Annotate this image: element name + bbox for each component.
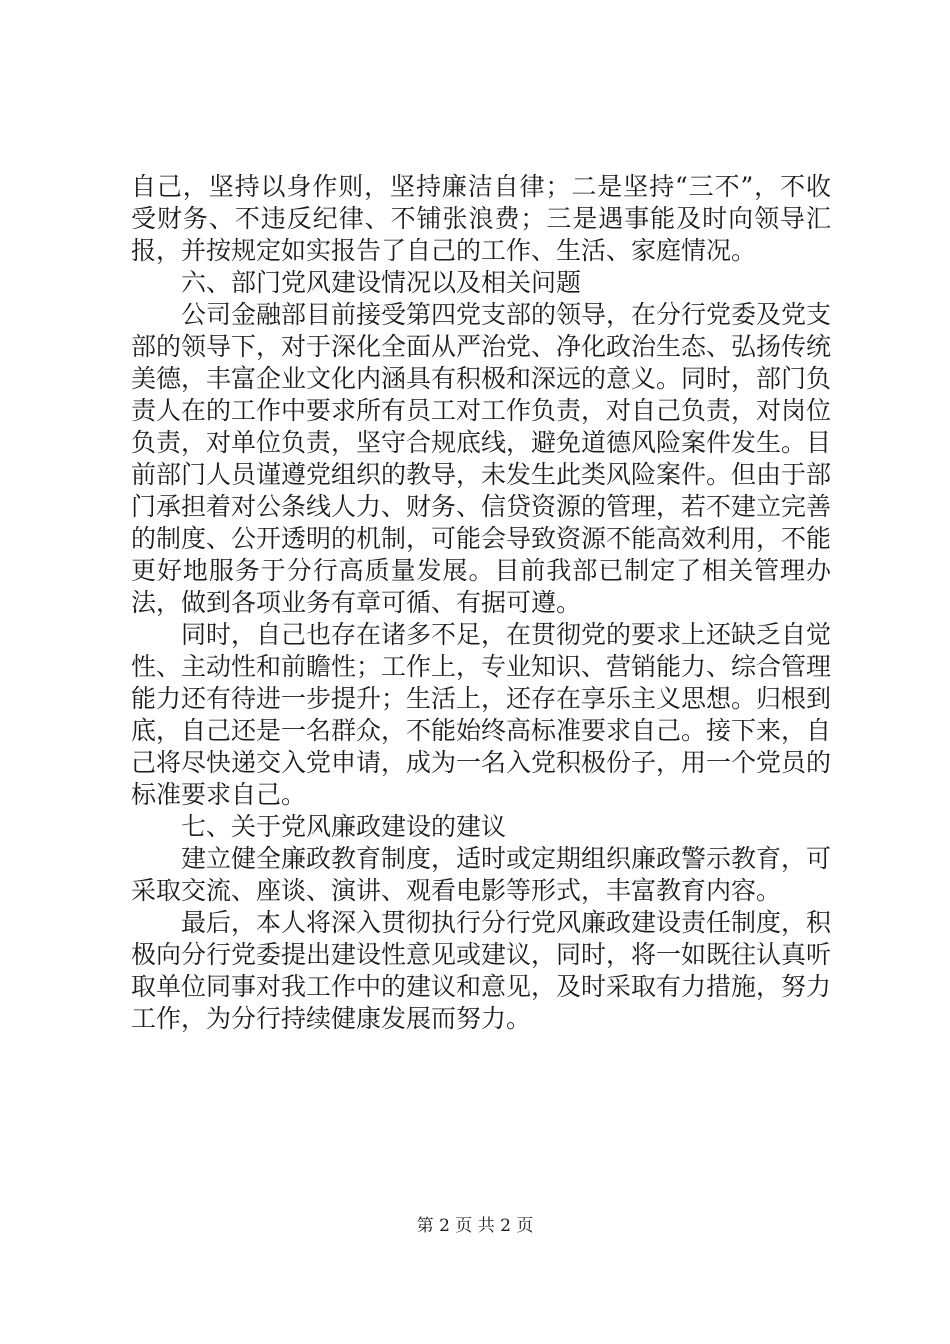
paragraph-conclusion: 最后，本人将深入贯彻执行分行党风廉政建设责任制度，积极向分行党委提出建设性意见或建议，同时，将一如既往认真听取单位同事对我工作中的建议和意见，及时采取有力措施，努力工作，为分行持续健康发展而努力。 [131,908,832,1033]
paragraph-department-situation: 公司金融部目前接受第四党支部的领导，在分行党委及党支部的领导下，对于深化全面从严治党、净化政治生态、弘扬传统美德，丰富企业文化内涵具有积极和深远的意义。同时，部门负责人在的工作中要求所有员工对工作负责，对自己负责，对岗位负责，对单位负责，坚守合规底线，避免道德风险案件发生。目前部门人员谨遵党组织的教导，未发生此类风险案件。但由于部门承担着对公条线人力、财务、信贷资源的管理，若不建立完善的制度、公开透明的机制，可能会导致资源不能高效利用，不能更好地服务于分行高质量发展。目前我部已制定了相关管理办法，做到各项业务有章可循、有据可遵。 [131,300,832,617]
paragraph-continued: 自己，坚持以身作则，坚持廉洁自律；二是坚持“三不”，不收受财务、不违反纪律、不铺张浪费；三是遇事能及时向领导汇报，并按规定如实报告了自己的工作、生活、家庭情况。 [131,172,831,265]
paragraph-self-shortcomings: 同时，自己也存在诸多不足，在贯彻党的要求上还缺乏自觉性、主动性和前瞻性；工作上，专业知识、营销能力、综合管理能力还有待进一步提升；生活上，还存在享乐主义思想。归根到底，自己还是一名群众，不能始终高标准要求自己。接下来，自己将尽快递交入党申请，成为一名入党积极份子，用一个党员的标准要求自己。 [131,620,832,809]
document-body [131,171,831,1035]
section-heading-seven: 七、关于党风廉政建设的建议 [181,812,507,841]
page-number-footer: 第 2 页 共 2 页 [416,1216,534,1236]
paragraph-suggestion: 建立健全廉政教育制度，适时或定期组织廉政警示教育，可采取交流、座谈、演讲、观看电影等形式，丰富教育内容。 [131,844,832,905]
section-heading-six: 六、部门党风建设情况以及相关问题 [181,268,582,297]
